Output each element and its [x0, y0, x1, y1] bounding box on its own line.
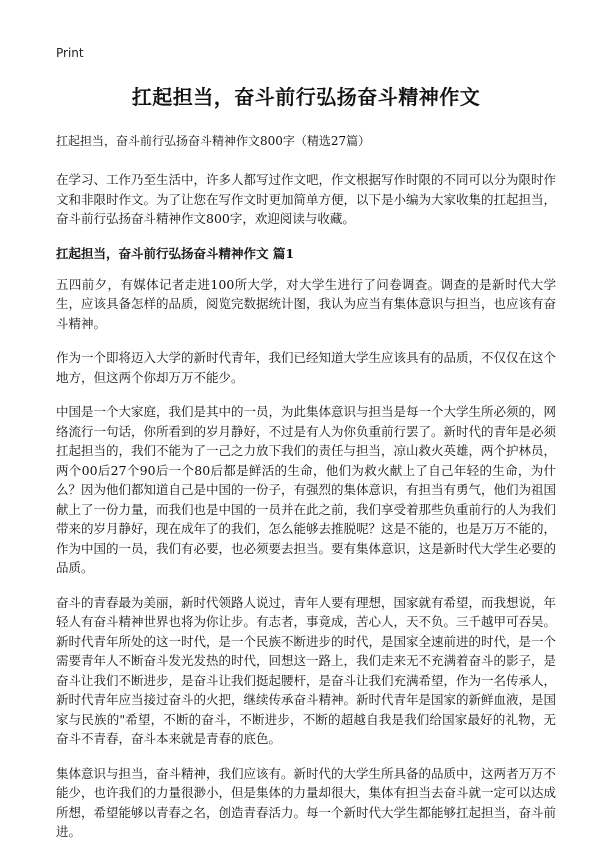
article-title: 扛起担当，奋斗前行弘扬奋斗精神作文 — [131, 85, 481, 109]
intro-paragraph: 在学习、工作乃至生活中，许多人都写过作文吧，作文根据写作时限的不同可以分为限时作文和非限时作文。为了让您在写作文时更加简单方便，以下是小编为大家收集的扛起担当，奋斗前行弘扬奋斗精神作文800字，欢迎阅读与收藏。 — [56, 172, 557, 226]
body-paragraph-4: 奋斗的青春最为美丽，新时代领路人说过，青年人要有理想，国家就有希望，而我想说，年轻人有奋斗精神世界也将为你让步。有志者，事竟成，苦心人，天不负。三千越甲可吞吴。新时代青年所处的这一时代，是一个民族不断进步的时代，是国家全速前进的时代，是一个需要青年人不断奋斗发光发热的时代，回想这一路上，我们走来无不充满着奋斗的影子，是奋斗让我们不断进步，是奋斗让我们挺起腰杆，是奋斗让我们充满希望，作为一名传承人，新时代青年应当接过奋斗的火把，继续传承奋斗精神。新时代青年是国家的新鲜血液，是国家与民族的"希望，不断的奋斗，不断进步，不断的超越自我是我们给国家最好的礼物，无奋斗不青春，奋斗本来就是青春的底色。 — [56, 594, 557, 746]
body-paragraph-3: 中国是一个大家庭，我们是其中的一员，为此集体意识与担当是每一个大学生所必须的，网络流行一句话，你所看到的岁月静好，不过是有人为你负重前行罢了。新时代的青年是必须扛起担当的，我们不能为了一己之力放下我们的责任与担当，凉山救火英雄，两个护林员，两个00后27个90后一个80后都是鲜活的生命，他们为救火献上了自己年轻的生命，为什么？因为他们都知道自己是中国的一份子，有强烈的集体意识，有担当有勇气，他们为祖国献上了一份力量，而我们也是中国的一员并在此之前，我们享受着那些负重前行的人为我们带来的岁月静好，现在成年了的我们，怎么能够去推脱呢？这是不能的，也是万万不能的，作为中国的一员，我们有必要，也必须要去担当。要有集体意识，这是新时代大学生必要的品质。 — [56, 404, 557, 575]
body-paragraph-5: 集体意识与担当，奋斗精神，我们应该有。新时代的大学生所具备的品质中，这两者万万不能少，也许我们的力量很渺小，但是集体的力量却很大，集体有担当去奋斗就一定可以达成所想，希望能够以青春之名，创造青春活力。每一个新时代大学生都能够扛起担当，奋斗前进。 — [56, 765, 557, 839]
section-heading: 扛起担当，奋斗前行弘扬奋斗精神作文 篇1 — [56, 245, 295, 261]
print-link[interactable]: Print — [56, 46, 84, 60]
body-paragraph-1: 五四前夕，有媒体记者走进100所大学，对大学生进行了问卷调查。调查的是新时代大学生，应该具备怎样的品质，阅览完数据统计图，我认为应当有集体意识与担当，也应该有奋斗精神。 — [56, 276, 557, 331]
article-subtitle: 扛起担当，奋斗前行弘扬奋斗精神作文800字（精选27篇） — [56, 134, 371, 148]
body-paragraph-2: 作为一个即将迈入大学的新时代青年，我们已经知道大学生应该具有的品质，不仅仅在这个地方，但这两个你却万万不能少。 — [56, 350, 557, 385]
